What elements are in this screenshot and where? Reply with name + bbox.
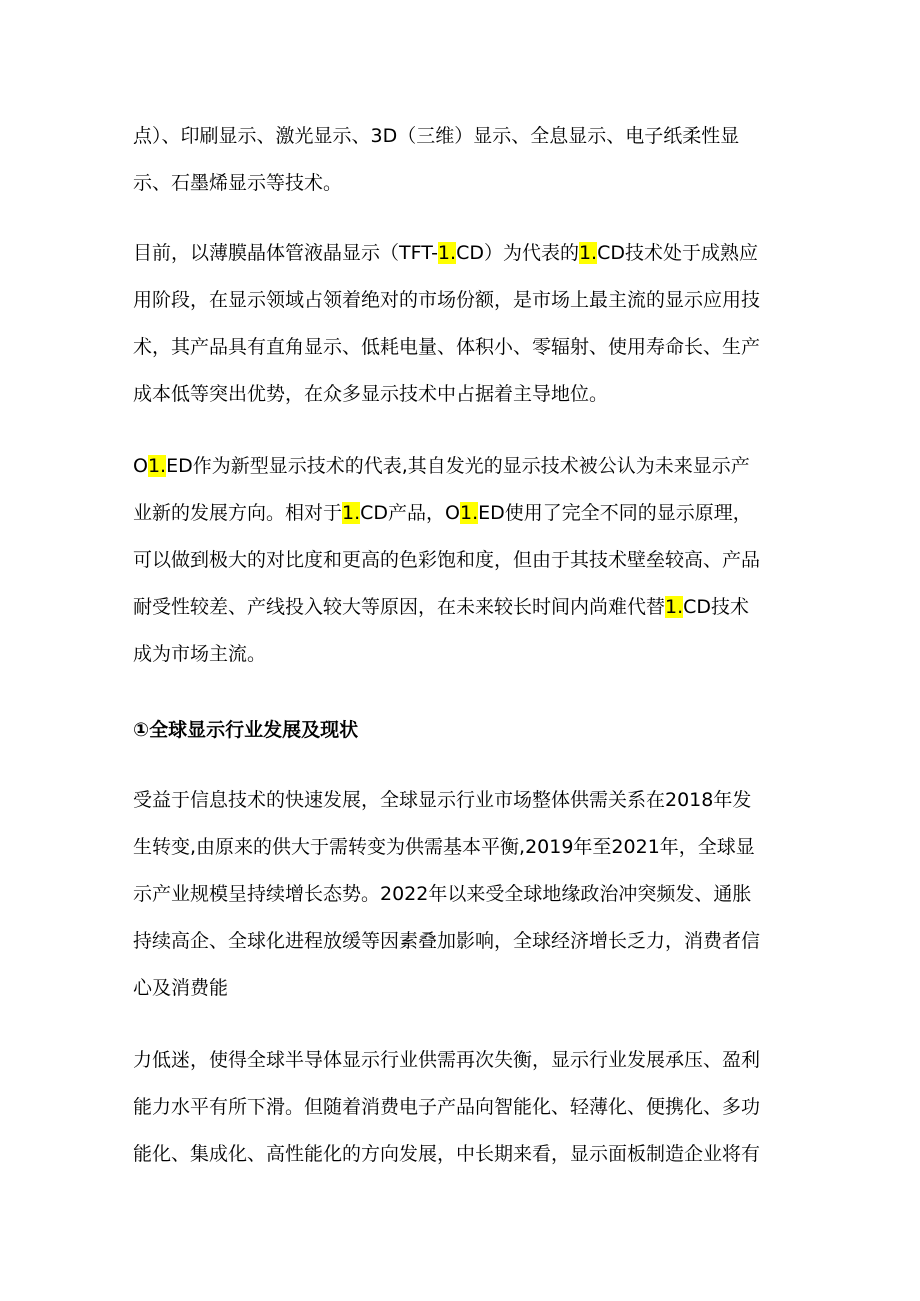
- text-line: 术，其产品具有直角显示、低耗电量、体积小、零辐射、使用寿命长、生产: [133, 336, 761, 358]
- text-line: 能化、集成化、高性能化的方向发展，中长期来看，显示面板制造企业将有: [133, 1143, 761, 1165]
- text-line: 生转变,由原来的供大于需转变为供需基本平衡,2019年至2021年，全球显: [133, 836, 755, 858]
- text-segment: CD技术处于成熟应: [597, 242, 759, 264]
- highlighted-text: 1.: [342, 502, 361, 524]
- text-segment: CD技术: [683, 596, 750, 618]
- paragraph-global-market: [133, 777, 793, 1012]
- text-line: 成本低等突出优势，在众多显示技术中占据着主导地位。: [133, 383, 609, 405]
- text-line: 用阶段，在显示领域占领着绝对的市场份额，是市场上最主流的显示应用技: [133, 289, 761, 311]
- paragraph-market-continued: [133, 1037, 793, 1178]
- text-line: 力低迷，使得全球半导体显示行业供需再次失衡，显示行业发展承压、盈利: [133, 1049, 761, 1071]
- section-heading-global-display: [133, 707, 793, 754]
- text-segment: O: [133, 455, 148, 477]
- text-segment: ED作为新型显示技术的代表,其自发光的显示技术被公认为未来显示产: [166, 455, 750, 477]
- text-line: 持续高企、全球化进程放缓等因素叠加影响，全球经济增长乏力，消费者信: [133, 930, 761, 952]
- text-segment: ED使用了完全不同的显示原理，: [478, 502, 752, 524]
- text-line: 心及消费能: [133, 977, 229, 999]
- text-segment: CD）为代表的: [456, 242, 579, 264]
- paragraph-display-tech-list: [133, 113, 793, 207]
- text-segment: 业新的发展方向。相对于: [133, 502, 343, 524]
- paragraph-lcd-status: [133, 230, 793, 418]
- highlighted-text: 1.: [665, 596, 684, 618]
- highlighted-text: 1.: [578, 242, 598, 264]
- highlighted-text: 1.: [437, 242, 457, 264]
- text-line: ①全球显示行业发展及现状: [133, 719, 359, 741]
- highlighted-text: 1.: [460, 502, 479, 524]
- text-line: 成为市场主流。: [133, 643, 267, 665]
- text-line: 点）、印刷显示、激光显示、3D（三维）显示、全息显示、电子纸柔性显: [133, 125, 740, 147]
- paragraph-oled: [133, 443, 793, 678]
- text-line: 可以做到极大的对比度和更高的色彩饱和度，但由于其技术壁垒较高、产品: [133, 549, 761, 571]
- text-line: 示、石墨烯显示等技术。: [133, 172, 343, 194]
- text-line: [133, 230, 793, 277]
- text-line: [133, 490, 793, 537]
- text-segment: CD产品，O: [360, 502, 461, 524]
- text-segment: 目前，以薄膜晶体管液晶显示（TFT-: [133, 242, 438, 264]
- text-line: 能力水平有所下滑。但随着消费电子产品向智能化、轻薄化、便携化、多功: [133, 1096, 761, 1118]
- text-segment: 耐受性较差、产线投入较大等原因，在未来较长时间内尚难代替: [133, 596, 666, 618]
- text-line: [133, 443, 793, 490]
- text-line: 示产业规模呈持续增长态势。2022年以来受全球地缘政治冲突频发、通胀: [133, 883, 752, 905]
- text-line: 受益于信息技术的快速发展，全球显示行业市场整体供需关系在2018年发: [133, 789, 752, 811]
- highlighted-text: 1.: [147, 455, 167, 477]
- text-line: [133, 584, 793, 631]
